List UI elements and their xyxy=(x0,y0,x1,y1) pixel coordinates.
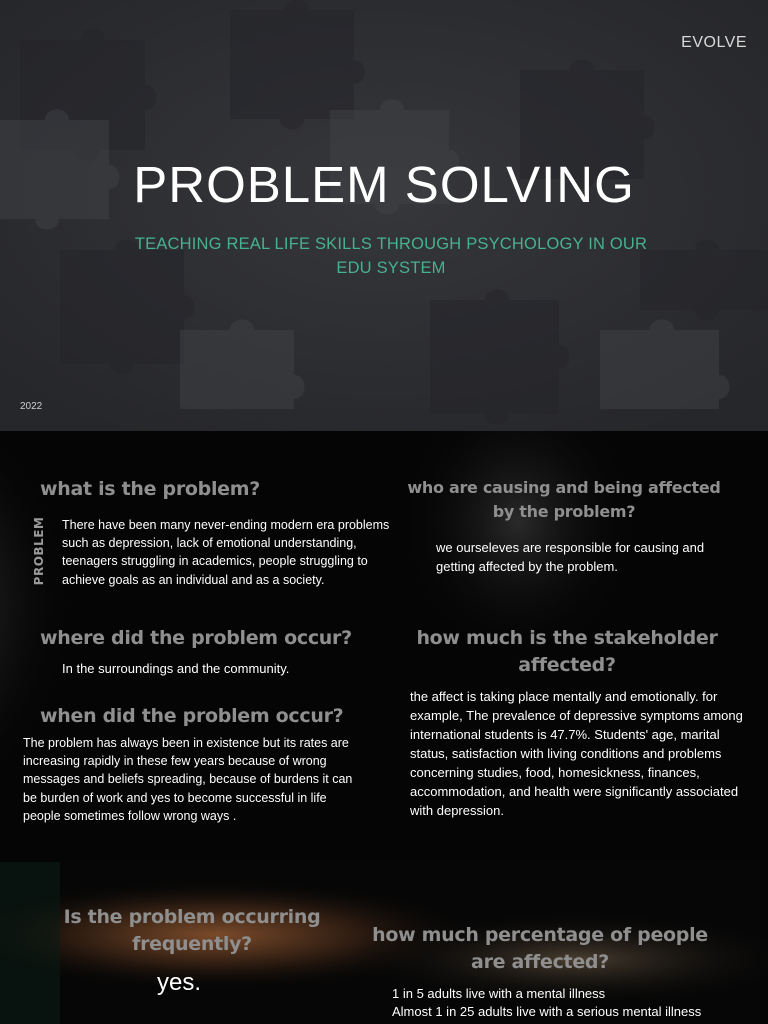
heading-where: where did the problem occur? xyxy=(40,627,352,649)
list-item: Almost 1 in 25 adults live with a serious mental illness xyxy=(392,1004,702,1019)
heading-what: what is the problem? xyxy=(40,478,260,500)
list-item: 1 in 5 adults live with a mental illness xyxy=(392,986,606,1001)
text-when: The problem has always been in existence but its rates are increasing rapidly in these few years because of wrong messages and beliefs spreading, because of burdens it can be burden of work and yes to become successful in life people sometimes follow wrong ways . xyxy=(23,736,353,823)
heading-when: when did the problem occur? xyxy=(40,705,344,727)
answer-yes: yes. xyxy=(157,969,202,996)
subtitle: TEACHING REAL LIFE SKILLS THROUGH PSYCHOLOGY IN OUR EDU SYSTEM xyxy=(134,235,648,277)
heading-frequency: Is the problem occurring frequently? xyxy=(63,906,321,955)
text-how-much: the affect is taking place mentally and emotionally. for example, The prevalence of depressive symptoms among international students is 47.7%. Students' age, marital status, satisfaction with living conditions and problems concerning studies, food, homesickness, finances, accommodation, and health were significantly associated with depression. xyxy=(410,689,743,818)
text-what: There have been many never-ending modern era problems such as depression, lack of emotional understanding, teenagers struggling in academics, people struggling to achieve goals as an individual and as a society. xyxy=(62,518,390,587)
problem-slide xyxy=(0,431,768,862)
text-who: we ourseleves are responsible for causing and getting affected by the problem. xyxy=(436,540,705,574)
text-where: In the surroundings and the community. xyxy=(62,661,290,676)
brand-label: EVOLVE xyxy=(681,34,747,51)
year-label: 2022 xyxy=(20,401,43,412)
cover-slide xyxy=(0,0,768,431)
percentage-list xyxy=(392,985,752,1021)
heading-percentage: how much percentage of people are affected? xyxy=(372,924,708,973)
puzzle-background xyxy=(0,0,768,431)
heading-how-much: how much is the stakeholder affected? xyxy=(416,627,718,676)
vertical-label: PROBLEM xyxy=(32,516,46,586)
page-title: PROBLEM SOLVING xyxy=(133,156,635,213)
frequency-slide xyxy=(0,862,768,1024)
heading-who: who are causing and being affected by the problem? xyxy=(407,478,721,521)
